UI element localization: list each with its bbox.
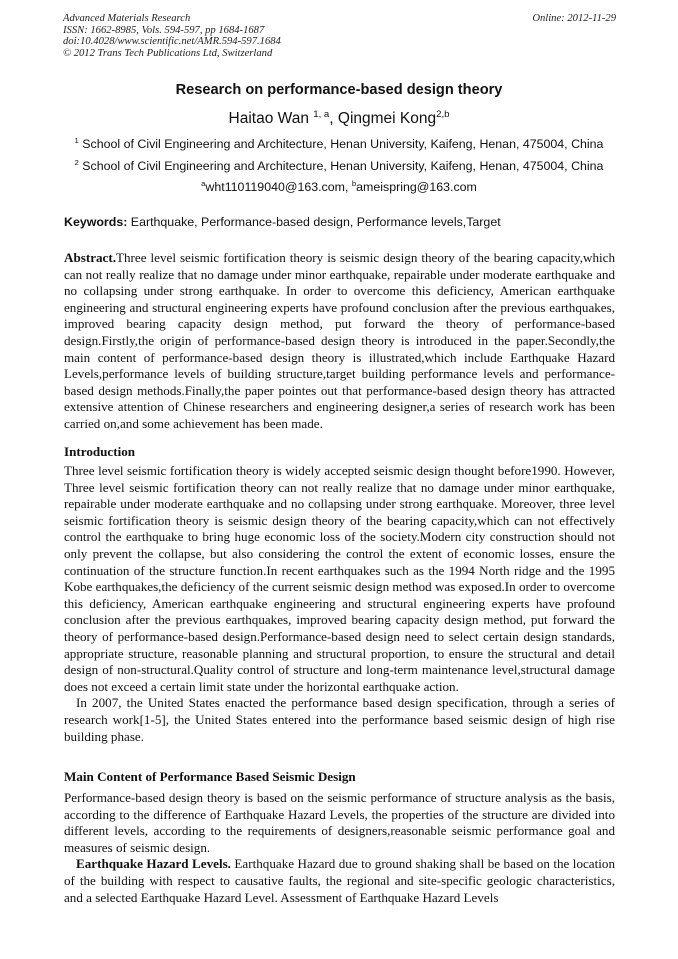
author-line	[0, 110, 678, 128]
email-mark: a	[201, 178, 206, 188]
journal-name: Advanced Materials Research	[63, 13, 191, 24]
copyright-line: © 2012 Trans Tech Publications Ltd, Switzerland	[63, 47, 273, 59]
affiliation-mark: 2	[74, 157, 79, 167]
issn-line: ISSN: 1662-8985, Vols. 594-597, pp 1684-1687	[63, 24, 265, 36]
abstract-label: Abstract.	[64, 250, 116, 265]
affiliation-mark: 1	[74, 135, 79, 145]
affiliation-text: School of Civil Engineering and Architecture, Henan University, Kaifeng, Henan, 475004, China	[78, 159, 604, 173]
abstract	[64, 250, 615, 433]
section-heading-introduction: Introduction	[64, 444, 136, 459]
keywords-label: Keywords:	[64, 215, 128, 229]
subheading-earthquake-hazard-levels: Earthquake Hazard Levels.	[76, 856, 231, 872]
journal-header	[63, 13, 616, 59]
paragraph: Three level seismic fortification theory is widely accepted seismic design thought before1990. However, Three level seismic fortification theory can not really realize that no damage under minor earthquake, repairable under moderate earthquake and no collapsing under strong earthquake. Moreover, three level seismic fortification theory is seismic design theory of the bearing capacity,which can not effectively control the earthquake to bring huge economic loss of the society.Modern city construction should not only prevent the collapse, but also considering the control the extent of economic losses, ensure the continuation of the structure function.In recent earthquakes such as the 1994 North ridge and the 1995 Kobe earthquakes,the deficiency of the current seismic design method was exposed.In order to overcome this deficiency, American earthquake engineering and structural engineering experts have profound conclusion after the previous earthquakes, improved bearing capacity design method, put forward the theory of performance-based design.Performance-based design need to select certain design standards, appropriate structure, reasonable planning and structural proportion, to ensure the structural and detail design of non-structural.Quality control of structure and long-term maintenance level,structural damage does not exceed a certain limit state under the horizontal earthquake action.	[64, 463, 615, 694]
author-affiliation-mark: 1, a	[313, 108, 330, 120]
online-date: Online: 2012-11-29	[532, 13, 616, 24]
introduction-section	[64, 463, 615, 745]
affiliation-text: School of Civil Engineering and Architecture, Henan University, Kaifeng, Henan, 475004, China	[78, 137, 604, 151]
email-a: wht110119040@163.com,	[205, 180, 352, 194]
paper-title: Research on performance-based design theory	[175, 82, 503, 98]
main-content-section	[64, 790, 615, 906]
keywords	[64, 215, 501, 229]
paragraph-text: Earthquake Hazard due to ground shaking shall be based on the location of the building with respect to causative faults, the regional and site-specific geologic characteristics, and a selected Earthquake Hazard Level. Assessment of Earthquake Hazard Levels	[64, 856, 615, 905]
paragraph	[64, 856, 615, 906]
email-mark: b	[351, 178, 357, 188]
abstract-text: Three level seismic fortification theory is seismic design theory of the bearing capacity,which can not really realize that no damage under minor earthquake, repairable under moderate earthquake and no collapsing under strong earthquake. In order to overcome this deficiency, American earthquake engineering and structural engineering experts have profound conclusion after the previous earthquakes, improved bearing capacity design method, put forward the theory of performance-based design.Firstly,the origin of performance-based design theory is introduced in the paper.Secondly,the main content of performance-based design theory is illustrated,which include Earthquake Hazard Levels,performance levels of building structure,target building performance levels and performance- based design methods.Finally,the paper pointes out that performance-based design theory has attracted extensive attention of Chinese researchers and engineering designer,a series of research work has been carried on,and some achievement has been made.	[64, 250, 615, 431]
author-name: Haitao Wan	[228, 110, 314, 127]
affiliation-1	[0, 137, 678, 151]
author-affiliation-mark: 2,b	[436, 108, 450, 120]
email-line	[0, 180, 678, 194]
author-separator: ,	[329, 110, 338, 127]
paragraph: Performance-based design theory is based on the seismic performance of structure analysis as the basis, according to the difference of Earthquake Hazard Levels, the properties of the structure are divided into different levels, according to the requirements of designers,reasonable seismic performance goal and measures of seismic design.	[64, 790, 615, 855]
doi-line: doi:10.4028/www.scientific.net/AMR.594-597.1684	[63, 36, 281, 48]
paragraph: In 2007, the United States enacted the performance based design specification, through a series of research work[1-5], the United States entered into the performance based seismic design of high rise building phase.	[64, 695, 615, 744]
author-name: Qingmei Kong	[337, 110, 437, 127]
section-heading-main-content: Main Content of Performance Based Seismic Design	[64, 769, 356, 784]
keywords-text: Earthquake, Performance-based design, Performance levels,Target	[127, 215, 501, 229]
email-b: ameispring@163.com	[356, 180, 477, 194]
affiliation-2	[0, 159, 678, 173]
